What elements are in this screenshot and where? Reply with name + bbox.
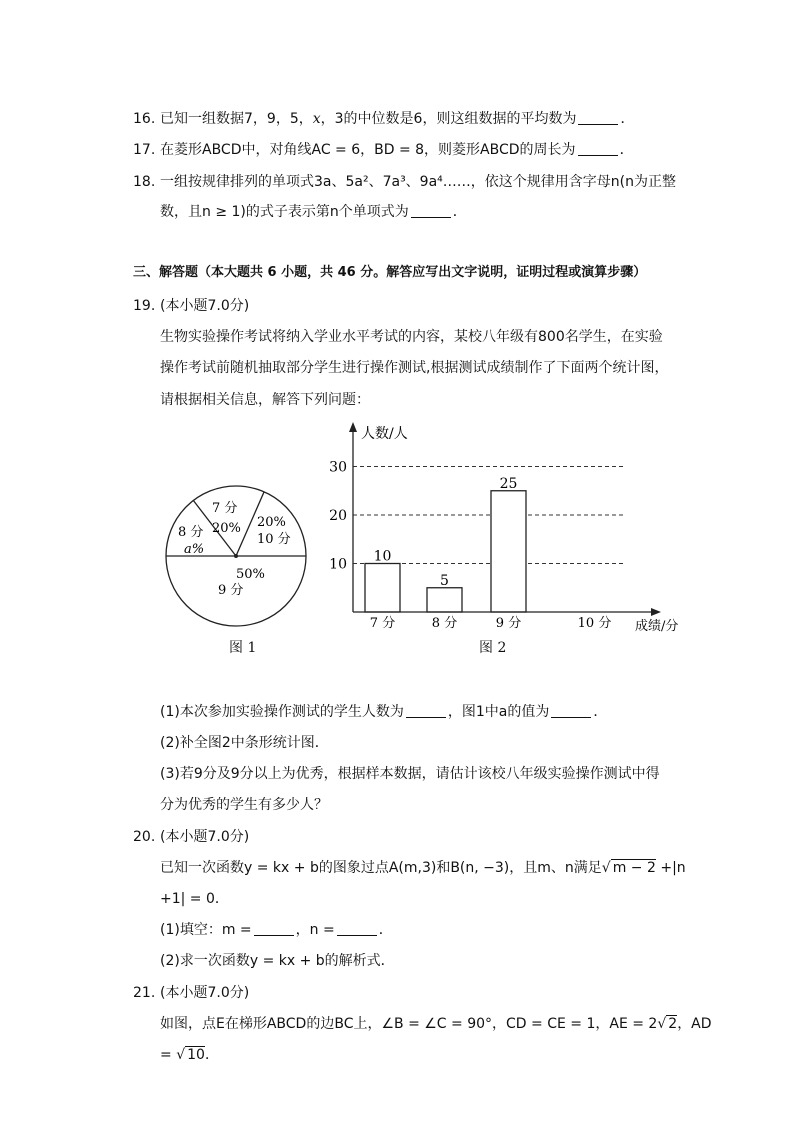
question-number: 16. (133, 111, 156, 127)
bar (427, 588, 462, 612)
answer-blank[interactable] (406, 703, 446, 718)
question-19-para3: 请根据相关信息，解答下列问题： (160, 392, 370, 408)
data-label: 25 (499, 475, 518, 492)
pie-label-8: 8 分 (178, 525, 204, 540)
question-18-line2: 数，且n ≥ 1)的式子表示第n个单项式为 ． (160, 204, 467, 220)
data-label: 5 (440, 572, 449, 589)
pie-pct-7: 20% (212, 521, 241, 536)
answer-blank[interactable] (411, 203, 451, 218)
question-19-sub1: (1)本次参加实验操作测试的学生人数为 ，图1中a的值为 ． (160, 704, 608, 720)
question-number: 19. (133, 298, 156, 314)
question-19-sub3a: (3)若9分及9分以上为优秀，根据样本数据，请估计该校八年级实验操作测试中得 (160, 766, 660, 782)
bar (491, 491, 526, 612)
pie-chart-figure-1 (160, 483, 314, 628)
pie-label-9: 9 分 (218, 583, 244, 598)
question-number: 17. (133, 142, 156, 158)
question-20-line2: +1| = 0． (160, 891, 229, 907)
answer-blank[interactable] (254, 921, 294, 936)
y-tick-label: 30 (329, 459, 347, 476)
x-axis-label: 成绩/分 (635, 619, 679, 634)
pie-pct-9: 50% (236, 567, 265, 582)
question-number: 20. (133, 829, 156, 845)
question-19-para2: 操作考试前随机抽取部分学生进行操作测试,根据测试成绩制作了下面两个统计图， (160, 360, 669, 376)
question-number: 21. (133, 985, 156, 1001)
answer-blank[interactable] (337, 921, 377, 936)
answer-blank[interactable] (551, 703, 591, 718)
question-20-sub1: (1)填空：m = ，n = ． (160, 922, 393, 938)
question-20-sub2: (2)求一次函数y = kx + b的解析式． (160, 953, 395, 969)
pie-pct-8: a% (184, 542, 205, 557)
question-21-line1: 如图，点E在梯形ABCD的边BC上，∠B = ∠C = 90°，CD = CE = 1，AE = 2√ 2，AD (160, 1016, 712, 1032)
x-tick-label: 8 分 (431, 616, 458, 631)
question-score: (本小题7.0分) (160, 829, 250, 845)
figure-2-caption: 图 2 (479, 640, 507, 656)
question-19-para1: 生物实验操作考试将纳入学业水平考试的内容，某校八年级有800名学生，在实验 (160, 329, 663, 345)
x-tick-label: 10 分 (577, 616, 612, 631)
bar (365, 564, 400, 613)
answer-blank[interactable] (578, 110, 618, 125)
question-16-text: 已知一组数据7，9，5，x，3的中位数是6，则这组数据的平均数为 ． (160, 111, 635, 127)
figure-1-caption: 图 1 (229, 640, 257, 656)
section-heading: 三、解答题（本大题共 6 小题，共 46 分。解答应写出文字说明，证明过程或演算步骤） (133, 265, 647, 280)
bar-chart-figure-2 (325, 420, 690, 640)
pie-center (234, 554, 238, 558)
bar-layer (365, 476, 611, 631)
question-number: 18. (133, 174, 156, 190)
data-label: 10 (373, 548, 392, 565)
question-score: (本小题7.0分) (160, 985, 250, 1001)
pie-pct-10: 20% (257, 515, 286, 530)
question-19-sub2: (2)补全图2中条形统计图． (160, 735, 329, 751)
y-tick-label: 20 (329, 508, 347, 524)
question-20-line1: 已知一次函数y = kx + b的图象过点A(m,3)和B(n, −3)，且m、n满足√ m − 2 +|n (160, 860, 686, 876)
y-tick-label: 10 (329, 556, 347, 573)
question-18-line1: 一组按规律排列的单项式3a、5a²、7a³、9a⁴……，依这个规律用含字母n(n为正整 (160, 174, 676, 190)
pie-label-7: 7 分 (212, 501, 238, 516)
question-score: (本小题7.0分) (160, 298, 250, 314)
x-axis-arrow (651, 608, 661, 616)
question-21-line2: = √ 10． (160, 1047, 219, 1063)
y-axis-label: 人数/人 (361, 426, 408, 442)
pie-label-10: 10 分 (257, 532, 291, 547)
question-17-text: 在菱形ABCD中，对角线AC = 6，BD = 8，则菱形ABCD的周长为 ． (160, 142, 634, 158)
question-19-sub3b: 分为优秀的学生有多少人？ (160, 797, 328, 813)
x-tick-label: 9 分 (495, 616, 522, 631)
x-tick-label: 7 分 (369, 616, 396, 631)
answer-blank[interactable] (578, 141, 618, 156)
y-axis-arrow (349, 422, 357, 432)
